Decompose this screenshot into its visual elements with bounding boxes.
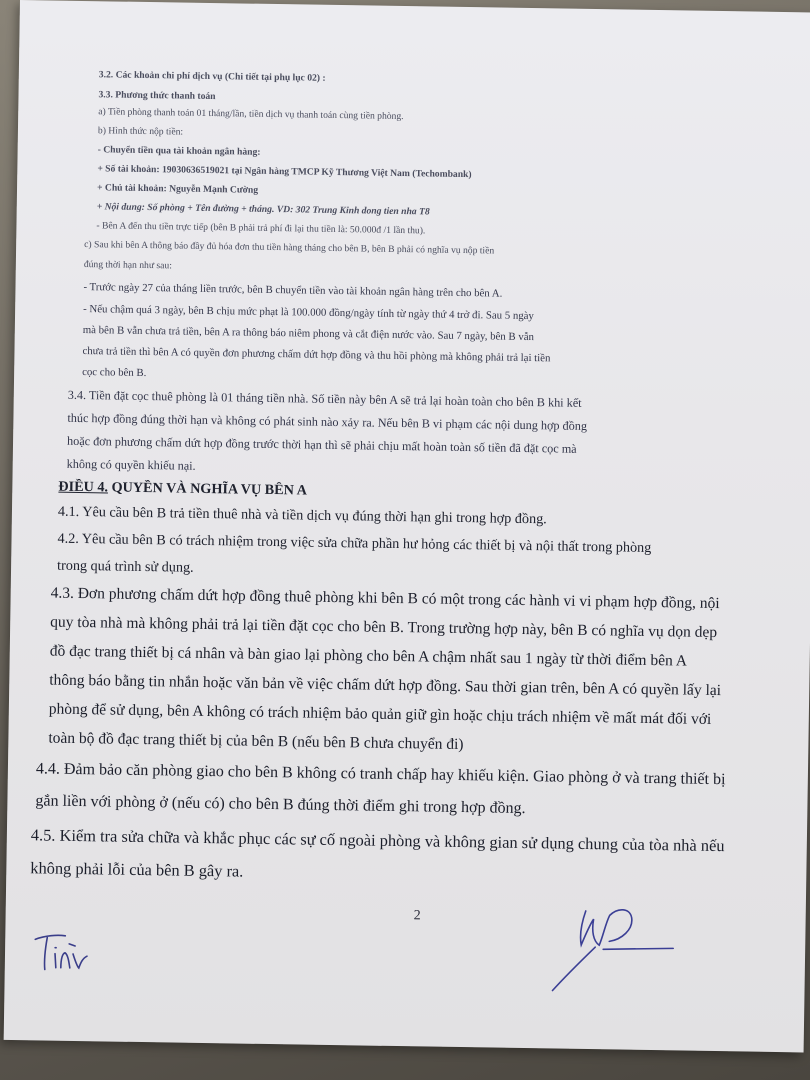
article-number: ĐIỀU 4.: [58, 478, 109, 496]
transfer-content-line: + Nội dung: Số phòng + Tên đường + tháng. VD: 302 Trung Kinh dong tien nha T8: [96, 201, 430, 218]
document-page: [4, 0, 810, 1052]
text-line: hoặc đơn phương chấm dứt hợp đồng trước thời hạn thì sẽ phải chịu mất hoàn toàn số tiền đã đặt cọc mà: [66, 433, 577, 456]
section-4-1: 4.1. Yêu cầu bên B trả tiền thuê nhà và tiền dịch vụ đúng thời hạn ghi trong hợp đồng.: [57, 503, 547, 528]
text-line: a) Tiền phòng thanh toán 01 tháng/lần, tiền dịch vụ thanh toán cùng tiền phòng.: [98, 106, 404, 123]
section-4-5: 4.5. Kiểm tra sửa chữa và khắc phục các sự cố ngoài phòng và không gian sử dụng chung của tòa nhà nếu: [30, 825, 725, 856]
text-line: đúng thời hạn như sau:: [83, 259, 173, 272]
text-line: - Nếu chậm quá 3 ngày, bên B chịu mức phạt là 100.000 đồng/ngày tính từ ngày thứ 4 trở đi. Sau 5 ngày: [83, 303, 534, 323]
article-title: QUYỀN VÀ NGHĨA VỤ BÊN A: [107, 479, 308, 499]
text-line: không có quyền khiếu nại.: [66, 456, 196, 473]
text-line: - Trước ngày 27 của tháng liền trước, bên B chuyển tiền vào tài khoản ngân hàng trên cho bên A.: [83, 281, 503, 300]
bank-account-line: + Số tài khoản: 19030636519021 tại Ngân hàng TMCP Kỹ Thương Việt Nam (Techombank): [97, 163, 472, 181]
text-line: mà bên B vẫn chưa trả tiền, bên A ra thông báo niêm phong và cắt điện nước vào. Sau 7 ngày, bên B vẫn: [82, 324, 535, 344]
section-3-3: 3.3. Phương thức thanh toán: [98, 89, 216, 103]
text-line: c) Sau khi bên A thông báo đầy đủ hóa đơn thu tiền hàng tháng cho bên B, bên B phải có nghĩa vụ nộp tiền: [84, 239, 495, 257]
text-line: thúc hợp đồng đúng thời hạn và không có phát sinh nào xảy ra. Nếu bên B vi phạm các nội dung hợp đồng: [67, 410, 588, 433]
text-line: quy tòa nhà mà không phải trả lại tiền đặt cọc cho bên B. Trong trường hợp này, bên B có nghĩa vụ dọn dẹp: [50, 613, 718, 642]
text-line: thông báo bằng tin nhắn hoặc văn bản về việc chấm dứt hợp đồng. Sau thời gian trên, bên A có quyền lấy lại: [49, 671, 722, 700]
section-3-4: 3.4. Tiền đặt cọc thuê phòng là 01 tháng tiền nhà. Số tiền này bên A sẽ trả lại hoàn toàn cho bên B khi kết: [67, 387, 582, 410]
article-4-heading: [58, 479, 307, 500]
handwritten-name-signature: [29, 925, 100, 981]
text-line: chưa trả tiền thì bên A có quyền đơn phương chấm dứt hợp đồng và thu hồi phòng mà không phải trả lại tiền: [82, 345, 551, 365]
section-3-2: 3.2. Các khoản chi phí dịch vụ (Chi tiết tại phụ lục 02) :: [98, 69, 326, 84]
text-line: đồ đạc trang thiết bị cá nhân và bàn giao lại phòng cho bên A chậm nhất sau 1 ngày từ thời điểm bên A: [49, 642, 688, 670]
text-line: toàn bộ đồ đạc trang thiết bị của bên B (nếu bên B chưa chuyển đi): [48, 729, 464, 754]
account-holder-line: + Chủ tài khoản: Nguyễn Mạnh Cường: [96, 182, 259, 196]
section-4-2: 4.2. Yêu cầu bên B có trách nhiệm trong việc sửa chữa phần hư hỏng các thiết bị và nội thất trong phòng: [57, 530, 652, 556]
section-4-3: 4.3. Đơn phương chấm dứt hợp đồng thuê phòng khi bên B có một trong các hành vi vi phạm hợp đồng, nội: [50, 584, 720, 613]
text-line: b) Hình thức nộp tiền:: [97, 125, 184, 138]
text-line: gắn liền với phòng ở (nếu có) cho bên B đúng thời điểm ghi trong hợp đồng.: [35, 792, 526, 818]
page-number: 2: [413, 908, 421, 924]
text-line: - Chuyển tiền qua tài khoản ngân hàng:: [97, 144, 261, 158]
section-4-4: 4.4. Đảm bảo căn phòng giao cho bên B không có tranh chấp hay khiếu kiện. Giao phòng ở và trang thiết bị: [35, 760, 726, 789]
text-line: - Bên A đến thu tiền trực tiếp (bên B phải trả phí đi lại thu tiền là: 50.000đ /1 lần thu).: [96, 220, 426, 237]
text-line: trong quá trình sử dụng.: [56, 557, 194, 576]
signature: [532, 888, 684, 1000]
text-line: cọc cho bên B.: [82, 366, 147, 380]
text-line: không phải lỗi của bên B gây ra.: [30, 858, 244, 881]
text-line: phòng để sử dụng, bên A không có trách nhiệm bảo quản giữ gìn hoặc chịu trách nhiệm về mất mát đối với: [48, 700, 712, 728]
